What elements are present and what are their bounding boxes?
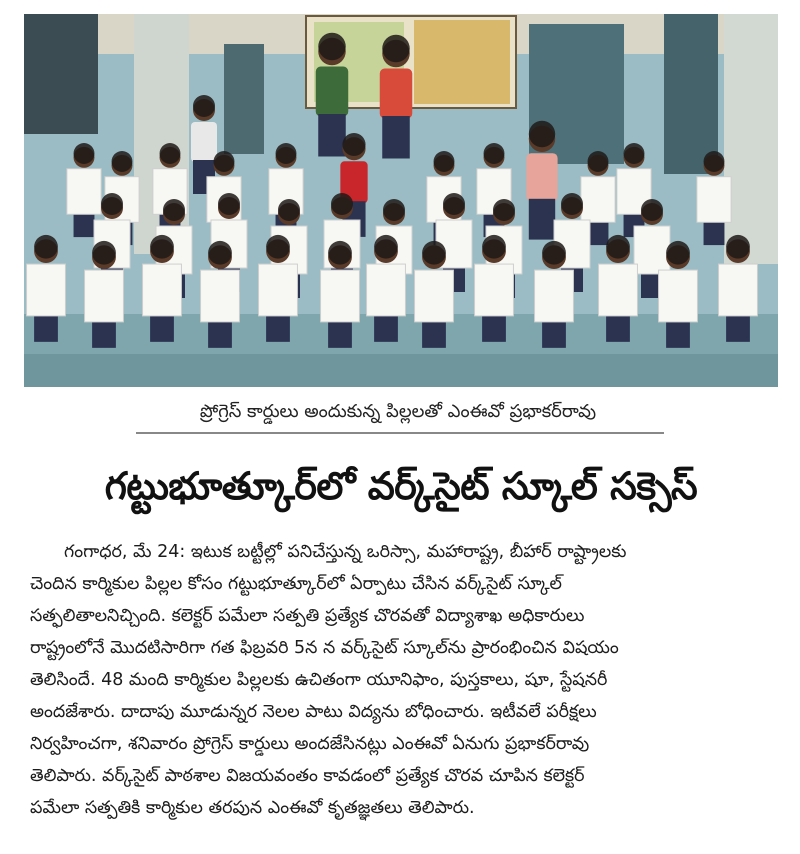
article-line: సత్ఫలితాలనిచ్చింది. కలెక్టర్ పమేలా సత్పతి ప్రత్యేక చొరవతో విద్యాశాఖ అధికారులు (30, 606, 585, 626)
photo-caption: ప్రోగ్రెస్ కార్డులు అందుకున్న పిల్లలతో ఎంఈవో ప్రభాకర్‌రావు (199, 401, 597, 422)
article-line: పమేలా సత్పతికి కార్మికుల తరపున ఎంఈవో కృతజ్ఞతలు తెలిపారు. (30, 798, 475, 818)
article-body (30, 536, 772, 824)
article-line: అందజేశారు. దాదాపు మూడున్నర నెలల పాటు విద్యను బోధించారు. ఇటీవలే పరీక్షలు (30, 702, 597, 722)
article-line: తెలిసిందే. 48 మంది కార్మికుల పిల్లలకు ఉచితంగా యూనిఫాం, పుస్తకాలు, షూ, స్టేషనరీ (30, 670, 608, 690)
article-line: తెలిపారు. వర్క్‌సైట్ పాఠశాల విజయవంతం కావడంలో ప్రత్యేక చొరవ చూపిన కలెక్టర్ (30, 766, 585, 786)
article-line: చెందిన కార్మికుల పిల్లల కోసం గట్టుభూత్కూర్‌లో ఏర్పాటు చేసిన వర్క్‌సైట్ స్కూల్ (30, 574, 562, 594)
news-photo (24, 14, 778, 387)
headline: గట్టుభూత్కూర్‌లో వర్క్‌సైట్ స్కూల్ సక్సెస్ (104, 464, 698, 508)
article-line: గంగాధర, మే 24: ఇటుక బట్టీల్లో పనిచేస్తున్న ఒరిస్సా, మహారాష్ట్ర, బీహార్ రాష్ట్రాలకు (64, 542, 627, 562)
caption-divider (136, 432, 664, 434)
article-line: రాష్ట్రంలోనే మొదటిసారిగా గత ఫిబ్రవరి 5న న వర్క్‌సైట్ స్కూల్‌ను ప్రారంభించిన విషయం (30, 638, 619, 658)
article-line: నిర్వహించగా, శనివారం ప్రోగ్రెస్ కార్డులు అందజేసినట్లు ఎంఈవో ఏనుగు ప్రభాకర్‌రావు (30, 734, 590, 754)
photo-illustration (24, 14, 778, 387)
